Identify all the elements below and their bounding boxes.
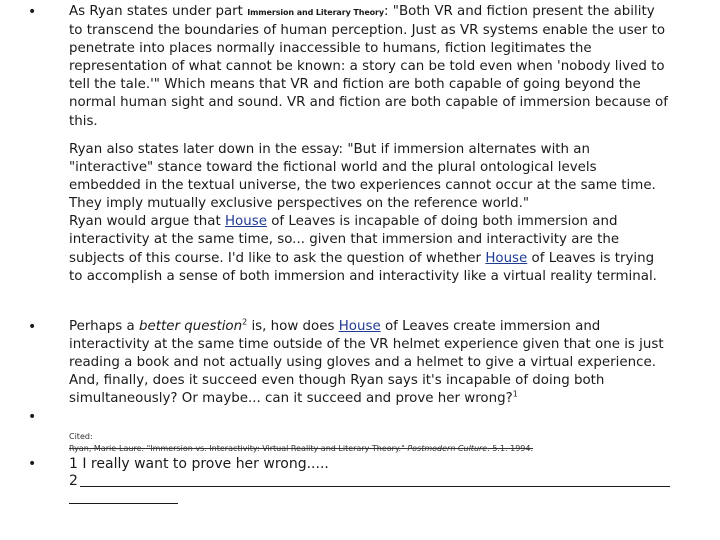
source-a: Ryan, Marie-Laure. "Immersion vs. Interactivity: Virtual Reality and Literary Theory." [69,444,408,453]
para2-b: of Leaves is incapable of doing both immersion and interactivity at the same time, so... given that immersion and interactivity are the subjects of this course. I'd like to ask the question of whether [69,214,620,266]
section-title-small: Immersion and Literary Theory [247,8,385,17]
footnote-rule-short [69,503,178,504]
footnote-rule [80,486,670,487]
cited-label: Cited: [69,432,93,441]
cited-source [69,444,669,454]
footnote-2: 2 [69,473,78,489]
bullet-3: • [28,409,37,425]
source-b: . 5.1. 1994. [487,444,534,453]
house-link-3[interactable]: House [338,319,381,334]
para2-a: Ryan would argue that [69,214,225,230]
bullet-1: • [28,4,37,20]
better-question: better question [139,319,243,334]
para3-a: Perhaps a [69,319,139,334]
para2-quote: Ryan also states later down in the essay: "But if immersion alternates with an "interactive" stance toward the fictional world and the plural ontological levels embedded in the textual universe, the two experiences cannot occur at the same time. They imply mutually exclusive perspectives on the reference world." [69,142,656,212]
source-journal: Postmodern Culture [407,444,488,453]
footnote-ref-2[interactable]: 2 [242,317,248,327]
paragraph-immersion [69,3,669,131]
house-link-2[interactable]: House [485,250,528,266]
paragraph-question [69,318,669,408]
para3-c: of Leaves create immersion and interactivity at the same time outside of the VR helmet experience given that one is just reading a book and not actually using gloves and a helmet to give a virtual experience. And, finally, does it succeed even though Ryan says it's incapable of doing both simultaneously? Or maybe... can it succeed and prove her wrong? [69,319,664,407]
para1-lead: As Ryan states under part [69,4,248,19]
footnote-ref-1[interactable]: 1 [512,389,518,399]
footnote-1: 1 I really want to prove her wrong..... [69,456,329,472]
para3-b: is, how does [247,319,339,334]
para1-rest: : "Both VR and fiction present the ability to transcend the boundaries of human perception. Just as VR systems enable the user to penetrate into places normally inaccessible to humans, fiction legitimates the representation of what cannot be known: a story can be told even when 'nobody lived to tell the tale.'" Which means that VR and fiction are both capable of going beyond the normal human sight and sound. VR and fiction are both capable of immersion because of this. [69,4,668,129]
bullet-4: • [28,456,37,472]
paragraph-interactivity [69,141,669,286]
bullet-2: • [28,319,37,335]
house-link-1[interactable]: House [224,214,267,230]
para2-c: of Leaves is trying to accomplish a sense of both immersion and interactivity like a virtual reality terminal. [69,250,657,284]
